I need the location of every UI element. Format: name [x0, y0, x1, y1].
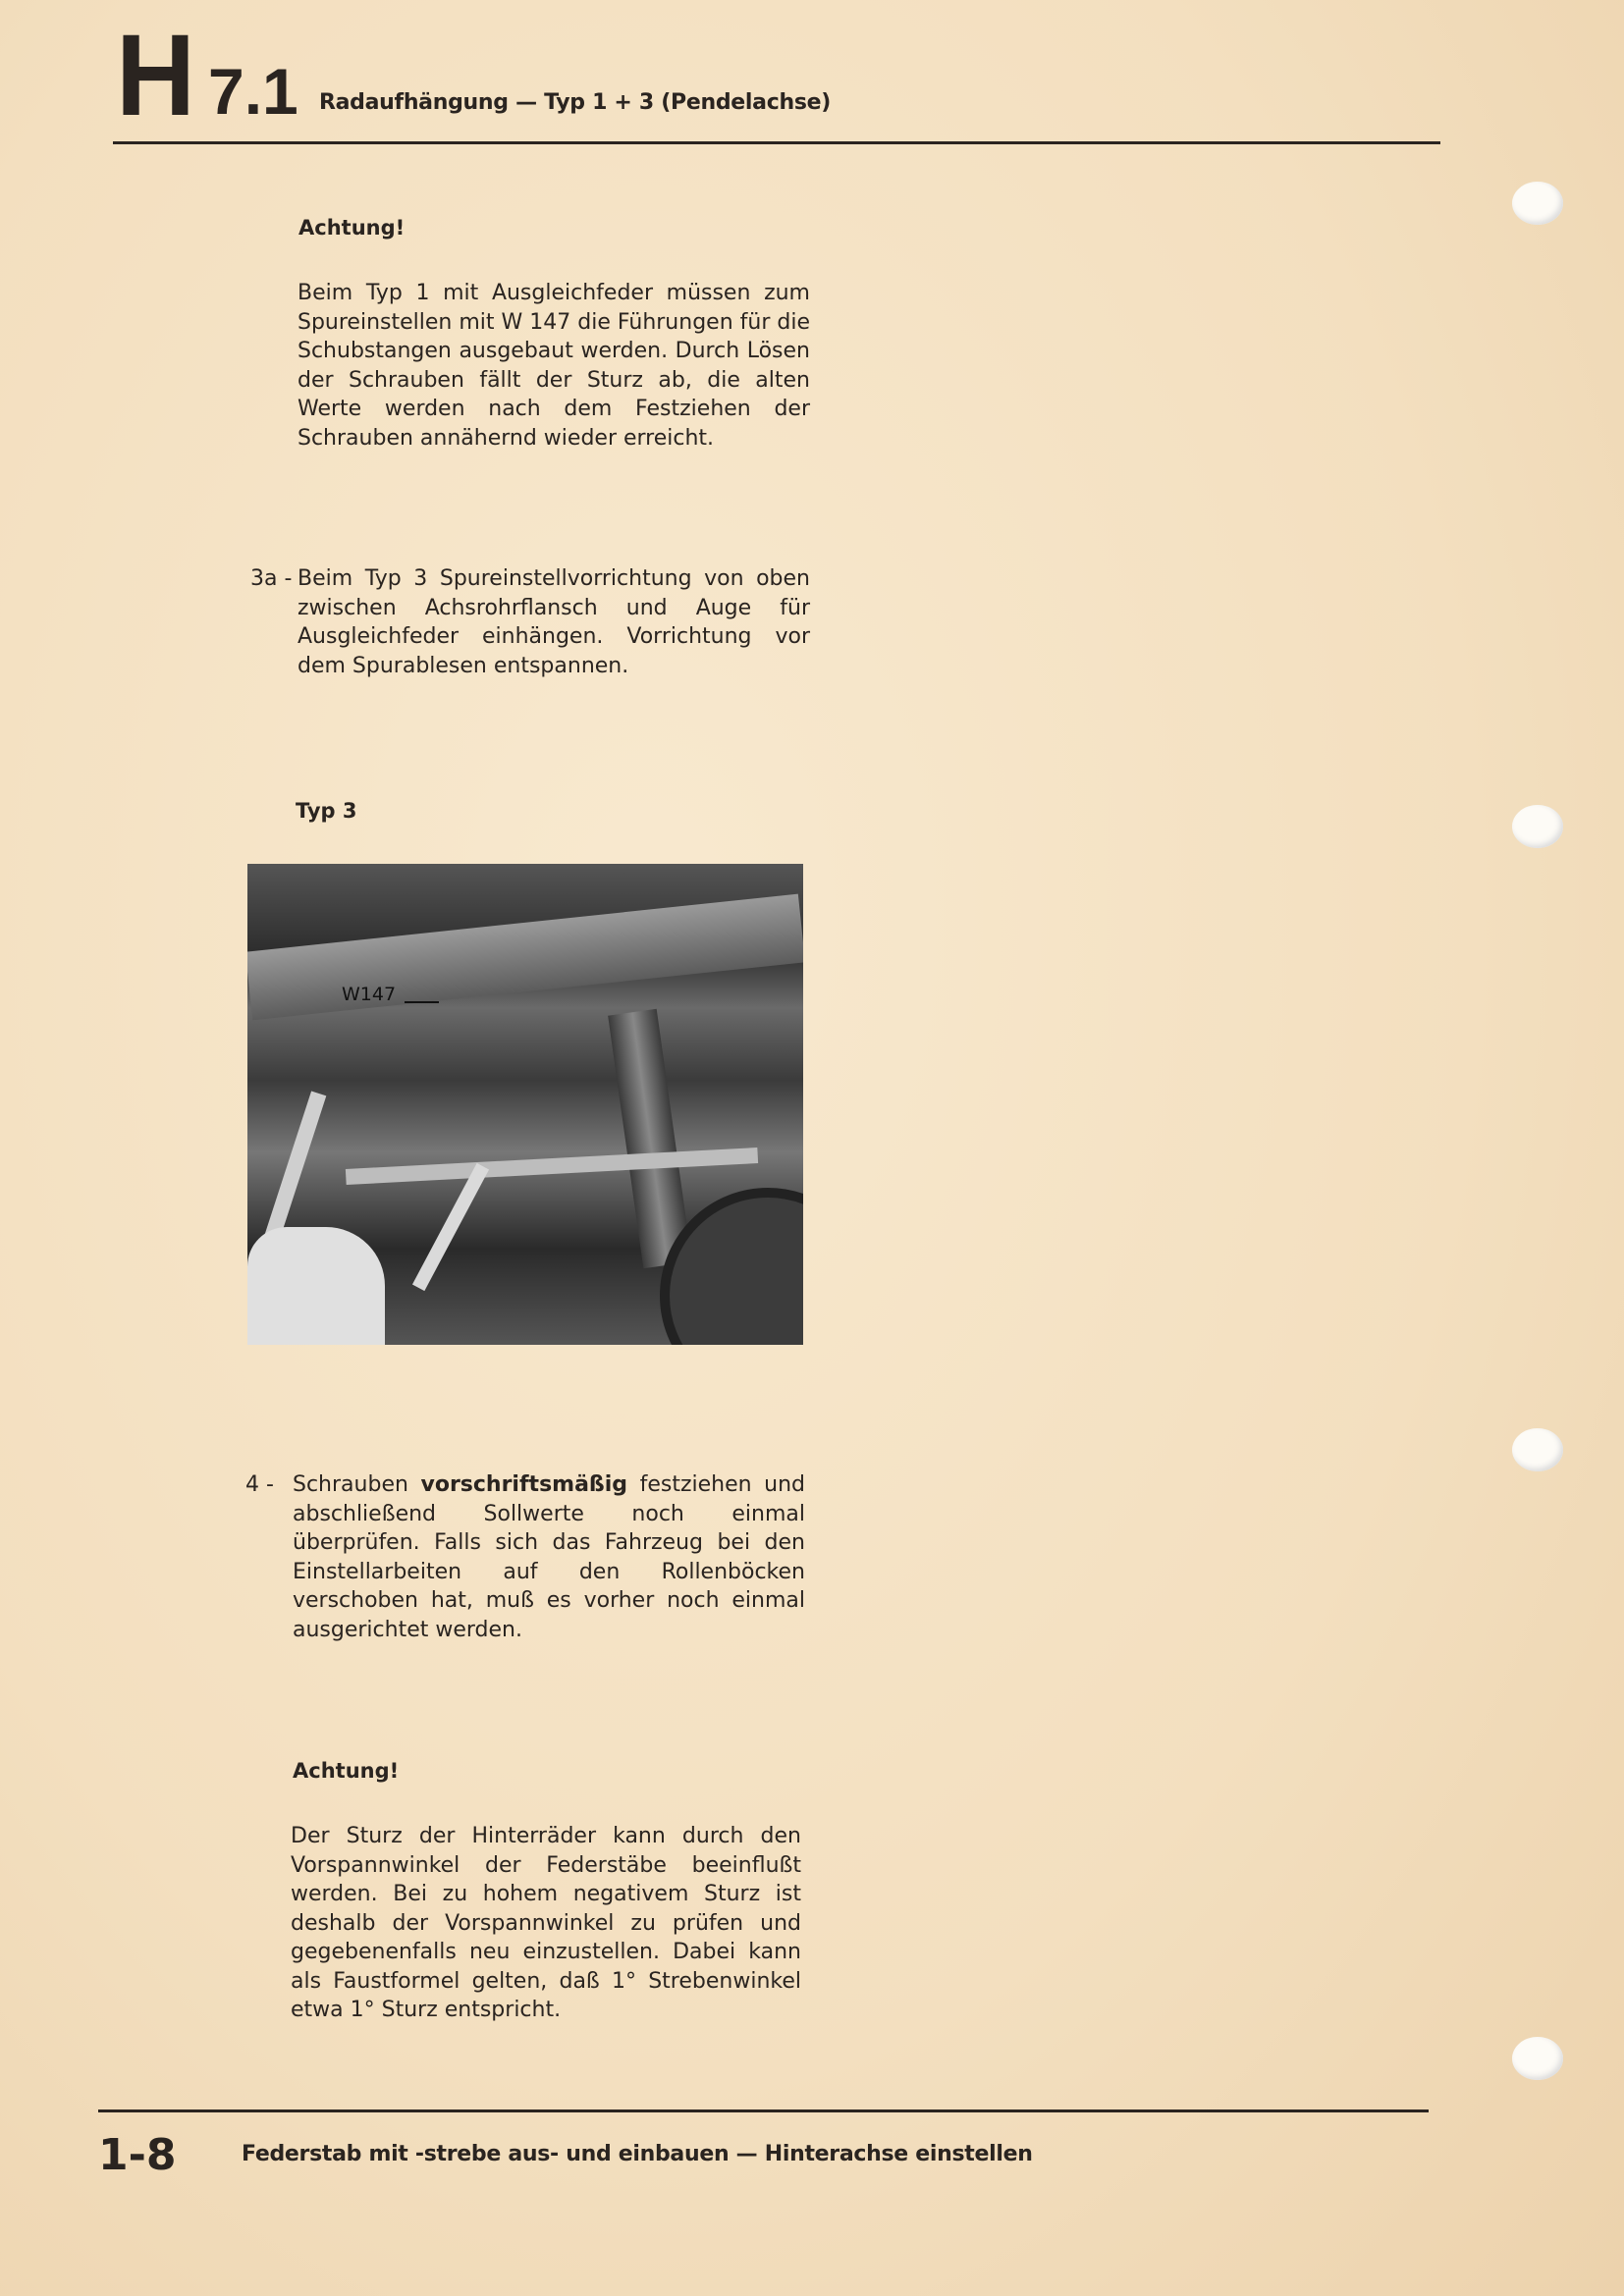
- punch-hole: [1512, 182, 1563, 225]
- figure-heading: Typ 3: [296, 799, 357, 823]
- section-letter: H: [116, 11, 194, 140]
- step4-text-before: Schrauben: [293, 1472, 421, 1497]
- figure-callout-label: W147: [342, 984, 397, 1005]
- punch-hole: [1512, 1428, 1563, 1471]
- page-title: Radaufhängung — Typ 1 + 3 (Pendelachse): [319, 90, 831, 115]
- step4-text-after: festziehen und abschließend Sollwerte noch einmal überprüfen. Falls sich das Fahrzeug bei den Einstellarbeiten auf den Rollenböcken verschoben hat, muß es vorher noch einmal ausgerichtet werden.: [293, 1472, 805, 1642]
- note2-heading: Achtung!: [293, 1759, 400, 1783]
- punch-hole: [1512, 805, 1563, 848]
- header-rule: [113, 141, 1440, 144]
- suspension-photo: [247, 864, 803, 1345]
- note1-heading: Achtung!: [298, 216, 406, 240]
- step3a-marker: 3a -: [250, 566, 293, 591]
- page-number: 1-8: [98, 2130, 177, 2180]
- note1-text: Beim Typ 1 mit Ausgleichfeder müssen zum Spureinstellen mit W 147 die Führungen für die Schubstangen ausgebaut werden. Durch Lösen der Schrauben fällt der Sturz ab, die alten Werte werden nach dem Festziehen der Schrauben annähernd wieder erreicht.: [298, 281, 810, 451]
- step4-text: [293, 1470, 805, 1644]
- step3a-text: Beim Typ 3 Spureinstellvorrichtung von oben zwischen Achsrohrflansch und Auge für Ausgleichfeder einhängen. Vorrichtung vor dem Spurablesen entspannen.: [298, 566, 810, 678]
- section-number: 7.1: [208, 55, 298, 128]
- note2-text: Der Sturz der Hinterräder kann durch den Vorspannwinkel der Federstäbe beeinflußt werden. Bei zu hohem negativem Sturz ist deshalb der Vorspannwinkel zu prüfen und gegebenenfalls neu einzustellen. Dabei kann als Faustformel gelten, daß 1° Strebenwinkel etwa 1° Sturz entspricht.: [291, 1824, 801, 2022]
- footer-rule: [98, 2109, 1429, 2112]
- step4-text-bold: vorschriftsmäßig: [420, 1472, 628, 1497]
- step4-marker: 4 -: [245, 1472, 274, 1497]
- footer-title: Federstab mit -strebe aus- und einbauen — Hinterachse einstellen: [242, 2142, 1033, 2166]
- punch-hole: [1512, 2037, 1563, 2080]
